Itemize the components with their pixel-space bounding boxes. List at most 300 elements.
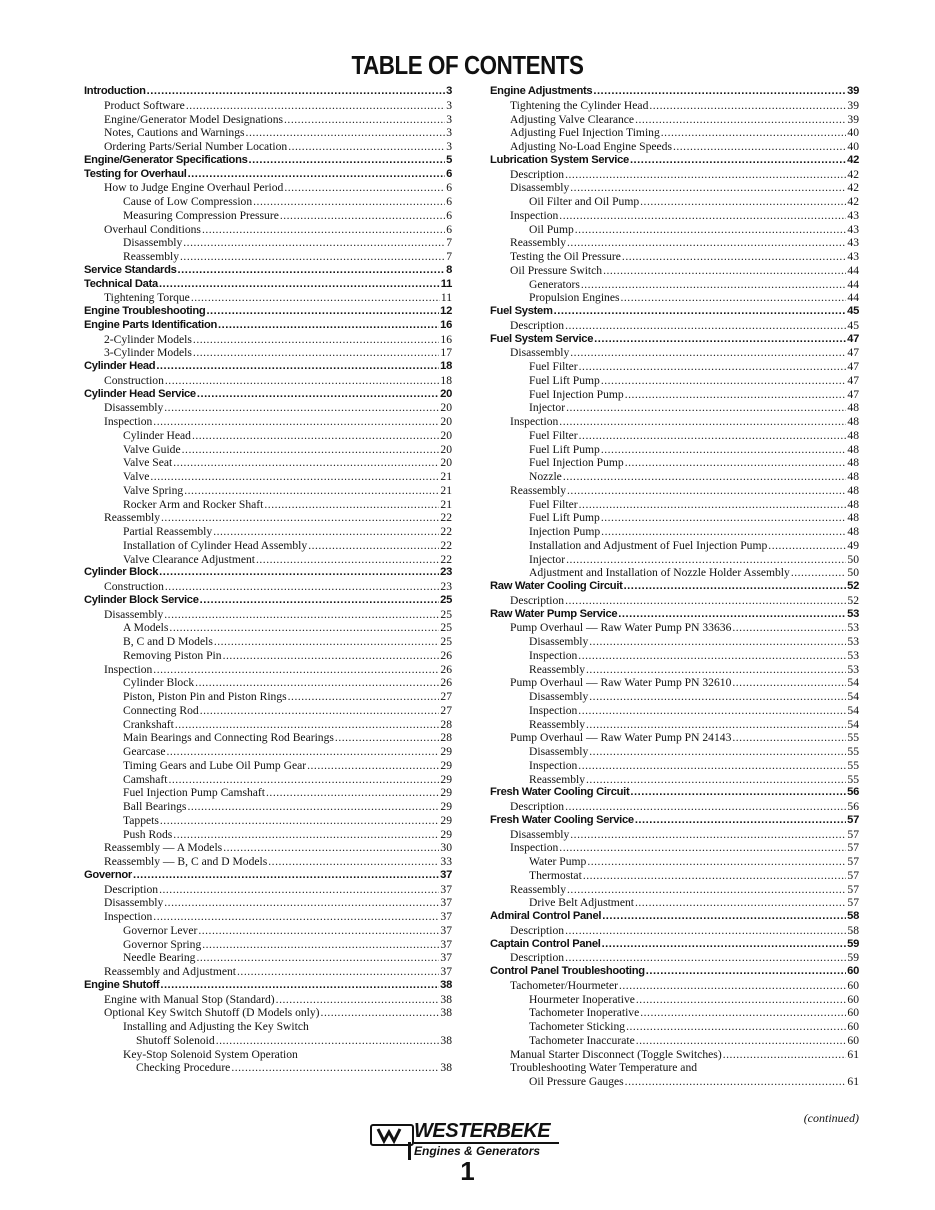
toc-entry-label: Inspection [104, 662, 153, 676]
dot-leader [593, 85, 846, 99]
toc-entry [84, 456, 452, 470]
toc-entry-label: Needle Bearing [123, 951, 196, 965]
toc-entry-page: 57 [847, 827, 859, 841]
toc-entry-label: Disassembly [529, 745, 589, 758]
toc-entry-label: Lubrication System Service [490, 153, 629, 166]
toc-entry [490, 346, 859, 360]
toc-entry-label: Cylinder Head [84, 360, 156, 372]
toc-entry-page: 53 [847, 635, 859, 648]
dot-leader [601, 511, 847, 525]
toc-entry-label: Propulsion Engines [529, 291, 620, 305]
dot-leader [579, 498, 847, 512]
toc-entry-label: Engine Shutoff [84, 978, 160, 991]
dot-leader [586, 718, 846, 732]
toc-entry-page: 57 [847, 855, 859, 868]
toc-entry [490, 456, 859, 470]
toc-entry-page: 48 [847, 428, 859, 442]
toc-entry-page: 54 [847, 690, 859, 703]
dot-leader [268, 855, 439, 869]
toc-entry-page: 22 [440, 525, 452, 538]
toc-entry-page: 54 [847, 703, 859, 717]
dot-leader [193, 346, 439, 360]
toc-entry-label: Disassembly [529, 690, 589, 703]
dot-leader [307, 759, 439, 773]
toc-entry-page: 48 [847, 511, 859, 525]
toc-entry-page: 47 [847, 360, 859, 373]
toc-entry [84, 635, 452, 649]
toc-section-heading [84, 319, 452, 333]
toc-entry [490, 113, 859, 127]
toc-entry-label: Injector [529, 401, 566, 415]
dot-leader [237, 965, 439, 979]
toc-entry-page: 21 [440, 470, 452, 483]
toc-entry [490, 676, 859, 690]
toc-entry [84, 181, 452, 195]
toc-entry-page: 25 [440, 593, 452, 606]
dot-leader [246, 126, 446, 140]
toc-entry [490, 773, 859, 787]
toc-entry-label: Engine/Generator Model Designations [104, 112, 284, 126]
toc-entry-page: 6 [446, 208, 452, 222]
toc-entry-label: Disassembly [529, 635, 589, 648]
toc-entry-page: 26 [440, 676, 452, 690]
toc-entry-page: 49 [847, 538, 859, 552]
dot-leader [266, 786, 439, 800]
dot-leader [196, 951, 439, 965]
toc-entry-page: 3 [446, 98, 452, 112]
toc-entry-label: Manual Starter Disconnect (Toggle Switches) [510, 1047, 722, 1061]
toc-entry [84, 951, 452, 965]
dot-leader [583, 869, 847, 883]
toc-entry-page: 52 [847, 593, 859, 607]
toc-entry-page: 44 [847, 291, 859, 305]
toc-entry [84, 841, 452, 855]
toc-entry-label: A Models [123, 621, 169, 635]
dot-leader [188, 168, 445, 182]
toc-entry-page: 29 [440, 758, 452, 772]
toc-entry-label: Description [510, 593, 565, 607]
toc-entry-label: Fuel Lift Pump [529, 511, 600, 525]
dot-leader [284, 181, 445, 195]
toc-entry-label: Fresh Water Cooling Circuit [490, 786, 630, 799]
toc-entry [84, 346, 452, 360]
toc-entry-page: 29 [440, 813, 452, 827]
toc-entry-label: Reassembly [104, 511, 161, 525]
toc-entry-label: Reassembly — B, C and D Models [104, 855, 268, 868]
toc-entry [490, 828, 859, 842]
toc-entry [490, 896, 859, 910]
toc-entry-page: 20 [440, 401, 452, 415]
dot-leader [589, 635, 846, 649]
toc-section-heading [490, 938, 859, 952]
toc-entry-label: Introduction [84, 85, 146, 97]
toc-entry [490, 181, 859, 195]
dot-leader [635, 814, 846, 828]
toc-entry [84, 1034, 452, 1048]
toc-section-heading [490, 814, 859, 828]
toc-entry-page: 60 [847, 1020, 859, 1033]
toc-entry-page: 20 [440, 415, 452, 428]
toc-entry-page: 47 [847, 373, 859, 387]
toc-entry [84, 910, 452, 924]
toc-entry [84, 676, 452, 690]
toc-entry [84, 99, 452, 113]
toc-entry-page: 61 [847, 1075, 859, 1088]
toc-entry-label: Engine with Manual Stop (Standard) [104, 992, 275, 1006]
toc-entry-page: 44 [847, 263, 859, 277]
toc-entry [84, 498, 452, 512]
toc-entry [490, 1048, 859, 1062]
toc-entry-page: 60 [847, 1033, 859, 1047]
toc-entry [84, 883, 452, 897]
toc-entry-page: 45 [847, 305, 859, 317]
toc-entry [84, 690, 452, 704]
toc-entry [84, 539, 452, 553]
toc-entry-label: Raw Water Pump Service [490, 607, 618, 620]
toc-entry-page: 50 [847, 566, 859, 580]
toc-entry-page: 28 [440, 717, 452, 731]
toc-entry-label: Inspection [104, 910, 153, 923]
toc-entry-page: 37 [440, 896, 452, 910]
page-title: TABLE OF CONTENTS [351, 50, 584, 80]
dot-leader [567, 484, 846, 498]
toc-entry-page: 43 [847, 236, 859, 250]
toc-entry [84, 374, 452, 388]
toc-entry-label: Reassembly [510, 483, 567, 497]
toc-entry-page: 37 [440, 923, 452, 937]
dot-leader [673, 140, 846, 154]
toc-entry-page: 6 [446, 181, 452, 195]
toc-entry [84, 195, 452, 209]
dot-leader [321, 1006, 440, 1020]
dot-leader [195, 676, 439, 690]
toc-entry-label: Control Panel Troubleshooting [490, 965, 645, 977]
dot-leader [218, 319, 439, 333]
toc-entry-label: Testing for Overhaul [84, 167, 187, 180]
toc-entry-page: 53 [847, 648, 859, 662]
toc-entry-page: 39 [847, 98, 859, 112]
dot-leader [566, 553, 846, 567]
toc-entry [490, 566, 859, 580]
toc-entry [490, 250, 859, 264]
toc-entry [84, 718, 452, 732]
dot-leader [173, 456, 439, 470]
toc-entry-label: Oil Pressure Switch [510, 263, 603, 277]
dot-leader [618, 608, 846, 622]
toc-entry-page: 42 [847, 195, 859, 208]
dot-leader [603, 264, 846, 278]
toc-entry-page: 3 [446, 112, 452, 126]
toc-entry-label: Description [510, 167, 565, 181]
toc-section-heading [490, 154, 859, 168]
dot-leader [150, 470, 439, 484]
toc-entry [490, 649, 859, 663]
toc-entry [84, 896, 452, 910]
toc-entry-page: 38 [440, 1006, 452, 1020]
dot-leader [589, 745, 846, 759]
toc-entry-label: Push Rods [123, 827, 173, 841]
toc-section-heading [490, 333, 859, 347]
toc-entry [490, 539, 859, 553]
toc-entry-label: Nozzle [529, 470, 562, 483]
toc-entry-label: Shutoff Solenoid [136, 1033, 215, 1047]
toc-section-heading [84, 168, 452, 182]
dot-leader [723, 1048, 847, 1062]
toc-entry-page: 27 [440, 703, 452, 717]
toc-entry [84, 223, 452, 237]
toc-entry-page: 57 [847, 882, 859, 896]
toc-entry-label: Gearcase [123, 745, 166, 758]
dot-leader [589, 690, 846, 704]
dot-leader [159, 883, 439, 897]
toc-entry-page: 61 [847, 1047, 859, 1061]
toc-entry-label: Injector [529, 552, 566, 566]
dot-leader [640, 1006, 846, 1020]
toc-entry-page: 50 [847, 552, 859, 566]
toc-entry [490, 236, 859, 250]
dot-leader [187, 800, 439, 814]
toc-entry [84, 993, 452, 1007]
toc-entry-page: 47 [847, 387, 859, 401]
toc-entry-label: Fuel Filter [529, 497, 578, 511]
toc-entry [84, 828, 452, 842]
toc-entry-page: 7 [446, 250, 452, 263]
toc-entry-label: Adjusting Valve Clearance [510, 112, 635, 126]
toc-entry-page: 57 [847, 841, 859, 855]
toc-entry [490, 99, 859, 113]
toc-entry [490, 718, 859, 732]
dot-leader [153, 910, 439, 924]
toc-entry [490, 498, 859, 512]
dot-leader [625, 456, 847, 470]
toc-entry-page: 43 [847, 208, 859, 222]
toc-entry-label: Fresh Water Cooling Service [490, 813, 634, 826]
toc-entry-label: Cylinder Block [84, 566, 159, 579]
toc-section-heading [84, 305, 452, 319]
toc-entry [490, 690, 859, 704]
dot-leader [191, 291, 440, 305]
toc-entry-label: Inspection [104, 415, 153, 428]
toc-entry-page: 43 [847, 222, 859, 236]
toc-entry-label: Governor Spring [123, 937, 202, 951]
dot-leader [732, 621, 846, 635]
toc-entry-label: Description [510, 800, 565, 813]
toc-entry-page: 17 [440, 346, 452, 360]
toc-entry-label: Crankshaft [123, 717, 174, 731]
toc-entry-label: Cylinder Head Service [84, 387, 196, 400]
toc-entry-page: 8 [446, 263, 452, 276]
toc-entry-label: Checking Procedure [136, 1061, 231, 1075]
dot-leader [264, 498, 439, 512]
toc-entry-page: 11 [440, 277, 452, 290]
continued-note: (continued) [803, 1111, 859, 1125]
dot-leader [202, 938, 439, 952]
toc-entry-label: Tightening the Cylinder Head [510, 98, 649, 112]
toc-entry-page: 20 [440, 387, 452, 400]
toc-entry-label: Raw Water Cooling Circuit [490, 580, 623, 592]
dot-leader [165, 580, 440, 594]
toc-entry-label: Reassembly [529, 772, 586, 786]
toc-entry-page: 11 [440, 291, 452, 305]
toc-entry [84, 484, 452, 498]
toc-entry [490, 168, 859, 182]
dot-leader [578, 759, 846, 773]
toc-entry-label: Disassembly [510, 181, 570, 195]
toc-entry-page: 42 [847, 167, 859, 181]
toc-entry [490, 635, 859, 649]
toc-entry-page: 48 [847, 525, 859, 538]
toc-entry-label: Adjusting Fuel Injection Timing [510, 126, 660, 140]
toc-entry-label: Generators [529, 277, 580, 291]
toc-entry-page: 58 [847, 910, 859, 922]
toc-entry-label: Installation of Cylinder Head Assembly [123, 538, 308, 552]
toc-entry-label: Connecting Rod [123, 703, 199, 717]
dot-leader [200, 704, 440, 718]
toc-entry-page: 38 [440, 1061, 452, 1075]
toc-entry [84, 333, 452, 347]
toc-entry-page: 55 [847, 731, 859, 745]
dot-leader [160, 814, 440, 828]
toc-entry-label: Pump Overhaul — Raw Water Pump PN 32610 [510, 676, 732, 690]
toc-entry-page: 54 [847, 717, 859, 731]
toc-entry [84, 140, 452, 154]
toc-entry-label: Reassembly [510, 236, 567, 250]
toc-entry [84, 965, 452, 979]
toc-entry [490, 470, 859, 484]
toc-entry-page: 40 [847, 126, 859, 140]
dot-leader [602, 910, 846, 924]
toc-entry-page: 48 [847, 497, 859, 511]
toc-entry-page: 28 [440, 731, 452, 745]
toc-entry-page: 29 [440, 800, 452, 813]
dot-leader [147, 85, 445, 99]
toc-entry [84, 126, 452, 140]
toc-entry-page: 23 [440, 566, 452, 579]
toc-entry-page: 30 [440, 841, 452, 855]
dot-leader [565, 319, 846, 333]
toc-entry-label: Oil Pressure Gauges [529, 1075, 624, 1088]
toc-entry [490, 291, 859, 305]
toc-entry-page: 37 [440, 882, 452, 896]
toc-entry-page: 25 [440, 607, 452, 621]
toc-entry-label: Cylinder Head [123, 428, 191, 442]
toc-entry-page: 60 [847, 965, 859, 977]
toc-entry [84, 786, 452, 800]
toc-entry-label: Disassembly [510, 346, 570, 360]
toc-entry-label: Disassembly [123, 236, 183, 250]
toc-entry-label: Inspection [529, 703, 578, 717]
dot-leader [601, 525, 846, 539]
dot-leader [565, 594, 846, 608]
dot-leader [636, 993, 847, 1007]
toc-entry-label: Water Pump [529, 855, 587, 868]
toc-entry-page: 7 [446, 236, 452, 250]
toc-entry-label: Notes, Cautions and Warnings [104, 126, 245, 140]
dot-leader [649, 99, 846, 113]
toc-entry-page: 25 [440, 621, 452, 635]
dot-leader [579, 429, 847, 443]
toc-entry [84, 401, 452, 415]
dot-leader [630, 786, 846, 800]
toc-entry [490, 979, 859, 993]
toc-entry-page: 39 [847, 85, 859, 97]
toc-entry-page: 60 [847, 978, 859, 992]
toc-entry [490, 951, 859, 965]
toc-entry-page: 20 [440, 442, 452, 456]
dot-leader [159, 278, 440, 292]
toc-entry [490, 195, 859, 209]
toc-entry-label: Product Software [104, 98, 185, 112]
toc-entry-page: 47 [847, 346, 859, 360]
toc-entry [490, 525, 859, 539]
dot-leader [197, 388, 439, 402]
dot-leader [223, 649, 440, 663]
dot-leader [166, 745, 439, 759]
dot-leader [661, 126, 847, 140]
toc-entry-page: 57 [847, 896, 859, 910]
toc-entry-label: Installing and Adjusting the Key Switch [123, 1020, 309, 1033]
toc-entry-page: 55 [847, 772, 859, 786]
dot-leader [288, 140, 445, 154]
toc-entry-page: 29 [440, 827, 452, 841]
toc-entry-label: Reassembly [123, 250, 180, 263]
toc-entry-page: 54 [847, 676, 859, 690]
dot-leader [164, 401, 439, 415]
toc-entry-label: Tachometer Sticking [529, 1020, 626, 1033]
dot-leader [640, 195, 846, 209]
toc-entry [490, 1034, 859, 1048]
toc-entry [490, 841, 859, 855]
dot-leader [625, 388, 847, 402]
toc-entry [490, 429, 859, 443]
toc-entry-page: 40 [847, 140, 859, 153]
toc-entry-label: Reassembly [529, 662, 586, 676]
toc-entry-page: 43 [847, 250, 859, 263]
toc-entry-label: Hourmeter Inoperative [529, 992, 635, 1006]
toc-entry [84, 415, 452, 429]
toc-entry-label: Valve Seat [123, 456, 173, 470]
toc-entry [84, 580, 452, 594]
toc-entry-page: 22 [440, 538, 452, 552]
toc-entry-label: Inspection [529, 758, 578, 772]
toc-section-heading [490, 965, 859, 979]
toc-entry-page: 16 [440, 318, 452, 331]
toc-entry-label: Timing Gears and Lube Oil Pump Gear [123, 758, 307, 772]
dot-leader [559, 415, 846, 429]
dot-leader [249, 154, 446, 168]
dot-leader [625, 1075, 847, 1089]
dot-leader [168, 773, 439, 787]
toc-entry-page: 42 [847, 181, 859, 195]
dot-leader [636, 1034, 847, 1048]
toc-entry-page: 23 [440, 580, 452, 593]
toc-section-heading [84, 566, 452, 580]
toc-entry [490, 264, 859, 278]
toc-entry-page: 21 [440, 483, 452, 497]
dot-leader [159, 566, 439, 580]
toc-entry-label: Fuel Filter [529, 428, 578, 442]
toc-entry [84, 608, 452, 622]
toc-entry-page: 33 [440, 855, 452, 868]
toc-entry-page: 21 [440, 497, 452, 511]
dot-leader [570, 346, 846, 360]
toc-entry-label: Fuel Lift Pump [529, 373, 600, 387]
dot-leader [308, 539, 439, 553]
dot-leader [153, 663, 439, 677]
toc-entry-label: Construction [104, 580, 164, 593]
dot-leader [635, 896, 846, 910]
toc-entry-page: 39 [847, 112, 859, 126]
